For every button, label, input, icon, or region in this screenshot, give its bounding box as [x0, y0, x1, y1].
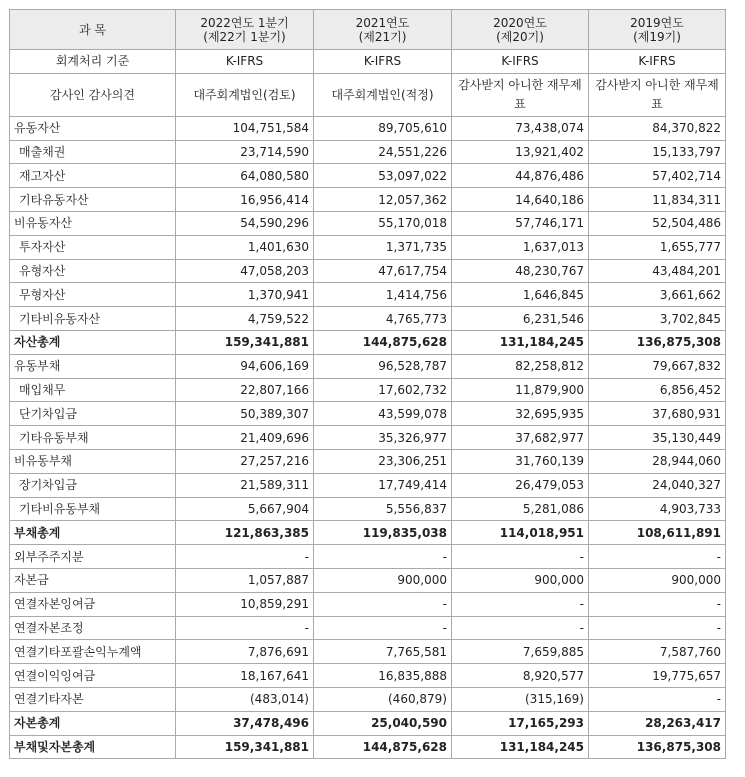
value-cell: 4,759,522 — [176, 307, 314, 331]
table-row — [10, 711, 726, 735]
value-cell: 17,602,732 — [314, 378, 452, 402]
value-cell: 1,655,777 — [589, 235, 726, 259]
standard-cell: K-IFRS — [314, 50, 452, 74]
row-label: 유동부채 — [10, 354, 176, 378]
table-row — [10, 497, 726, 521]
value-cell: - — [452, 592, 589, 616]
value-cell: 6,856,452 — [589, 378, 726, 402]
accounting-standard-row — [10, 50, 726, 74]
value-cell: 900,000 — [314, 568, 452, 592]
value-cell: 7,765,581 — [314, 640, 452, 664]
period-header — [589, 10, 726, 50]
value-cell: 136,875,308 — [589, 735, 726, 759]
period-year: 2020연도 — [493, 15, 547, 30]
value-cell: 7,659,885 — [452, 640, 589, 664]
row-label: 자산총계 — [10, 330, 176, 354]
value-cell: 43,599,078 — [314, 402, 452, 426]
value-cell: 14,640,186 — [452, 188, 589, 212]
value-cell: 89,705,610 — [314, 116, 452, 140]
period-year: 2019연도 — [630, 15, 684, 30]
row-label: 장기차입금 — [10, 473, 176, 497]
row-label: 매입채무 — [10, 378, 176, 402]
period-header — [314, 10, 452, 50]
value-cell: 900,000 — [589, 568, 726, 592]
value-cell: 159,341,881 — [176, 330, 314, 354]
period-year: 2022연도 1분기 — [200, 15, 289, 30]
value-cell: 12,057,362 — [314, 188, 452, 212]
value-cell: 21,589,311 — [176, 473, 314, 497]
value-cell: 136,875,308 — [589, 330, 726, 354]
period-term: (제21기) — [358, 29, 407, 44]
value-cell: 21,409,696 — [176, 426, 314, 450]
value-cell: - — [589, 592, 726, 616]
table-row — [10, 188, 726, 212]
value-cell: 47,617,754 — [314, 259, 452, 283]
opinion-cell: 대주회계법인(검토) — [176, 73, 314, 116]
value-cell: 1,370,941 — [176, 283, 314, 307]
value-cell: 3,661,662 — [589, 283, 726, 307]
value-cell: 35,326,977 — [314, 426, 452, 450]
header-row — [10, 10, 726, 50]
value-cell: 900,000 — [452, 568, 589, 592]
row-label: 감사인 감사의견 — [10, 73, 176, 116]
row-label: 연결이익잉여금 — [10, 664, 176, 688]
table-row — [10, 616, 726, 640]
value-cell: 24,040,327 — [589, 473, 726, 497]
value-cell: 1,371,735 — [314, 235, 452, 259]
value-cell: 4,903,733 — [589, 497, 726, 521]
value-cell: 144,875,628 — [314, 735, 452, 759]
value-cell: 7,587,760 — [589, 640, 726, 664]
row-label: 연결자본조정 — [10, 616, 176, 640]
value-cell: 16,956,414 — [176, 188, 314, 212]
value-cell: 1,414,756 — [314, 283, 452, 307]
value-cell: 27,257,216 — [176, 449, 314, 473]
table-row — [10, 283, 726, 307]
value-cell: 5,281,086 — [452, 497, 589, 521]
opinion-cell: 대주회계법인(적정) — [314, 73, 452, 116]
value-cell: - — [452, 616, 589, 640]
value-cell: 35,130,449 — [589, 426, 726, 450]
standard-cell: K-IFRS — [589, 50, 726, 74]
auditor-opinion-row — [10, 73, 726, 116]
value-cell: 6,231,546 — [452, 307, 589, 331]
subject-header: 과 목 — [10, 10, 176, 50]
value-cell: 1,057,887 — [176, 568, 314, 592]
value-cell: 50,389,307 — [176, 402, 314, 426]
period-term: (제22기 1분기) — [203, 29, 286, 44]
value-cell: - — [314, 592, 452, 616]
value-cell: (315,169) — [452, 687, 589, 711]
value-cell: 43,484,201 — [589, 259, 726, 283]
value-cell: 44,876,486 — [452, 164, 589, 188]
value-cell: 84,370,822 — [589, 116, 726, 140]
value-cell: 54,590,296 — [176, 211, 314, 235]
value-cell: 114,018,951 — [452, 521, 589, 545]
value-cell: 37,682,977 — [452, 426, 589, 450]
value-cell: 159,341,881 — [176, 735, 314, 759]
table-row — [10, 259, 726, 283]
value-cell: 119,835,038 — [314, 521, 452, 545]
value-cell: 10,859,291 — [176, 592, 314, 616]
value-cell: - — [314, 616, 452, 640]
row-label: 비유동자산 — [10, 211, 176, 235]
value-cell: - — [589, 616, 726, 640]
table-row — [10, 330, 726, 354]
table-row — [10, 426, 726, 450]
value-cell: 79,667,832 — [589, 354, 726, 378]
table-row — [10, 592, 726, 616]
value-cell: 24,551,226 — [314, 140, 452, 164]
table-row — [10, 568, 726, 592]
table-row — [10, 545, 726, 569]
row-label: 재고자산 — [10, 164, 176, 188]
value-cell: 17,749,414 — [314, 473, 452, 497]
row-label: 무형자산 — [10, 283, 176, 307]
value-cell: 8,920,577 — [452, 664, 589, 688]
value-cell: 23,306,251 — [314, 449, 452, 473]
value-cell: 104,751,584 — [176, 116, 314, 140]
row-label: 기타유동부채 — [10, 426, 176, 450]
value-cell: - — [589, 687, 726, 711]
value-cell: 57,402,714 — [589, 164, 726, 188]
row-label: 유동자산 — [10, 116, 176, 140]
value-cell: 82,258,812 — [452, 354, 589, 378]
row-label: 연결기타자본 — [10, 687, 176, 711]
table-row — [10, 354, 726, 378]
row-label: 유형자산 — [10, 259, 176, 283]
table-row — [10, 402, 726, 426]
value-cell: 32,695,935 — [452, 402, 589, 426]
value-cell: - — [176, 545, 314, 569]
table-row — [10, 640, 726, 664]
period-header — [176, 10, 314, 50]
value-cell: 37,478,496 — [176, 711, 314, 735]
period-term: (제19기) — [633, 29, 681, 44]
value-cell: 64,080,580 — [176, 164, 314, 188]
table-row — [10, 449, 726, 473]
table-row — [10, 735, 726, 759]
value-cell: (483,014) — [176, 687, 314, 711]
opinion-cell: 감사받지 아니한 재무제표 — [452, 73, 589, 116]
value-cell: 18,167,641 — [176, 664, 314, 688]
row-label: 투자자산 — [10, 235, 176, 259]
value-cell: 1,637,013 — [452, 235, 589, 259]
row-label: 연결자본잉여금 — [10, 592, 176, 616]
value-cell: - — [176, 616, 314, 640]
value-cell: 23,714,590 — [176, 140, 314, 164]
table-row — [10, 664, 726, 688]
value-cell: 28,944,060 — [589, 449, 726, 473]
value-cell: 17,165,293 — [452, 711, 589, 735]
value-cell: 47,058,203 — [176, 259, 314, 283]
value-cell: 15,133,797 — [589, 140, 726, 164]
value-cell: 121,863,385 — [176, 521, 314, 545]
value-cell: 52,504,486 — [589, 211, 726, 235]
value-cell: 28,263,417 — [589, 711, 726, 735]
table-row — [10, 378, 726, 402]
value-cell: 37,680,931 — [589, 402, 726, 426]
table-row — [10, 473, 726, 497]
value-cell: 11,834,311 — [589, 188, 726, 212]
value-cell: 19,775,657 — [589, 664, 726, 688]
row-label: 회계처리 기준 — [10, 50, 176, 74]
row-label: 비유동부채 — [10, 449, 176, 473]
table-row — [10, 235, 726, 259]
value-cell: 55,170,018 — [314, 211, 452, 235]
value-cell: 53,097,022 — [314, 164, 452, 188]
value-cell: 13,921,402 — [452, 140, 589, 164]
row-label: 부채총계 — [10, 521, 176, 545]
row-label: 외부주주지분 — [10, 545, 176, 569]
value-cell: 131,184,245 — [452, 735, 589, 759]
value-cell: 144,875,628 — [314, 330, 452, 354]
period-header — [452, 10, 589, 50]
value-cell: 108,611,891 — [589, 521, 726, 545]
table-row — [10, 211, 726, 235]
table-row — [10, 164, 726, 188]
value-cell: 96,528,787 — [314, 354, 452, 378]
value-cell: 73,438,074 — [452, 116, 589, 140]
value-cell: 22,807,166 — [176, 378, 314, 402]
value-cell: 26,479,053 — [452, 473, 589, 497]
value-cell: 131,184,245 — [452, 330, 589, 354]
period-term: (제20기) — [496, 29, 544, 44]
value-cell: - — [589, 545, 726, 569]
period-year: 2021연도 — [355, 15, 410, 30]
value-cell: 25,040,590 — [314, 711, 452, 735]
value-cell: 16,835,888 — [314, 664, 452, 688]
financial-summary-sheet — [9, 9, 726, 759]
value-cell: 1,646,845 — [452, 283, 589, 307]
value-cell: 7,876,691 — [176, 640, 314, 664]
row-label: 매출채권 — [10, 140, 176, 164]
value-cell: - — [314, 545, 452, 569]
value-cell: 48,230,767 — [452, 259, 589, 283]
table-row — [10, 687, 726, 711]
row-label: 자본금 — [10, 568, 176, 592]
table-row — [10, 140, 726, 164]
row-label: 기타비유동자산 — [10, 307, 176, 331]
value-cell: 31,760,139 — [452, 449, 589, 473]
row-label: 자본총계 — [10, 711, 176, 735]
opinion-cell: 감사받지 아니한 재무제표 — [589, 73, 726, 116]
value-cell: - — [452, 545, 589, 569]
value-cell: 94,606,169 — [176, 354, 314, 378]
value-cell: 5,667,904 — [176, 497, 314, 521]
row-label: 연결기타포괄손익누계액 — [10, 640, 176, 664]
row-label: 기타유동자산 — [10, 188, 176, 212]
value-cell: (460,879) — [314, 687, 452, 711]
row-label: 단기차입금 — [10, 402, 176, 426]
table-row — [10, 521, 726, 545]
row-label: 기타비유동부채 — [10, 497, 176, 521]
value-cell: 4,765,773 — [314, 307, 452, 331]
standard-cell: K-IFRS — [176, 50, 314, 74]
table-row — [10, 116, 726, 140]
value-cell: 11,879,900 — [452, 378, 589, 402]
value-cell: 1,401,630 — [176, 235, 314, 259]
value-cell: 57,746,171 — [452, 211, 589, 235]
row-label: 부채및자본총계 — [10, 735, 176, 759]
value-cell: 5,556,837 — [314, 497, 452, 521]
value-cell: 3,702,845 — [589, 307, 726, 331]
standard-cell: K-IFRS — [452, 50, 589, 74]
table-row — [10, 307, 726, 331]
financial-summary-table — [9, 9, 726, 759]
